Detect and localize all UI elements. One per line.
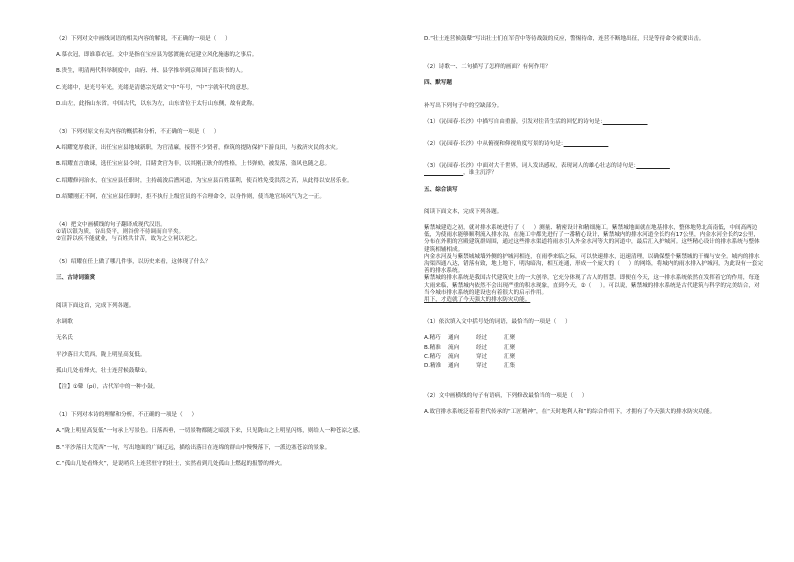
question-2-title: （2）下列对文中画线词语的相关内容的解说，不正确的一项是（ ） [56,36,231,42]
option-word: 汇聚 [504,335,516,342]
fill-option-b[interactable] [424,345,764,352]
option-word: 汇聚 [504,344,516,351]
passage-paragraph-3: 紫禁城的排水系统是我国古代建筑史上的一大创举，它充分体现了古人的智慧。即便在今天，这一排水系统依然在发挥着它的作用，每逢大雨来临，紫禁城内依然不会出现严重的积水现象，直到今天，②（ ）。可以说，紫禁城的排水系统是古代建筑与科学的完美结合，对当今城市排水系统的建设也有着很大的启示作用。 [424,275,760,296]
option-word: 流向 [448,344,460,351]
option-word: 通向 [448,363,460,370]
fill-options [424,335,764,370]
question-3-title: （3）下列对原文有关内容的概括和分析，不正确的一项是（ ） [56,129,220,136]
fill-question-title: （1）依次填入文中括号处的词语，最恰当的一项是（ ） [424,319,571,326]
question-1-option-a: A.“陇上明星高复低”一句承上写景色。日落西垂，一切景物都随之暗淡下来，只见陇山之上明星闪烁，则给人一种苍凉之感。 [56,428,364,435]
question-1-title: （1）下列对本诗的理解和分析，不正确的一项是（ ） [56,412,198,419]
question-2-option-d: D.山左，此指山东省。中国古代，以东为左，山东省位于太行山东侧，故有此称。 [56,100,258,107]
dictation-item-1 [424,119,764,126]
dictation-item-2 [424,141,764,148]
question-1-option-c: C.“孤山几处看烽火”，是说哨兵上连营驻守的壮士，实然看到几处孤山上燃起的报警的烽火。 [56,460,286,467]
question-3-option-c: C.绍耀修河治水，在宝应县任职时，主持疏浚后漕河道，为宝应县百姓谋利，使百姓免受洪涝之苦，从此得以安居乐业。 [56,177,353,184]
poem-title: 水调歌 [56,319,73,326]
option-word: 穿过 [476,353,488,360]
fill-option-d[interactable] [424,363,764,370]
question-2-option-c: C.光绪中，是光号年光，光绪是清德宗光绪文“中”年号，“中”字就年代的意思。 [56,84,253,91]
sentence-question-title: （2）文中画横线的句子有语病，下列修改最恰当的一项是（ ） [424,393,588,400]
dictation-intro: 补写出下列句子中的空缺部分。 [424,102,503,109]
left-column [56,36,396,468]
question-2-option-b: B.贵生，明清两代科举制度中，由府、州、县学推举到京师国子监读书的人。 [56,68,247,75]
option-word: C.精巧 [424,353,441,360]
poem-question-2-title: （2）诗歌一、二句描写了怎样的画面？有何作用？ [424,64,551,71]
passage-underlined-end: 用下，才造就了今天强大的排水防灾功能。 [424,297,531,304]
poem-author: 无名氏 [56,335,73,342]
dictation-blank[interactable] [564,141,609,147]
option-word: D.精准 [424,363,442,370]
option-word: 经过 [476,344,488,351]
passage-paragraph-2: 内金水河及与紫禁城城墙外侧的护城河相连，在雨季来临之际，可以快速排水，迅速清理，以确保整个紫禁城的干燥与安全。城内的排水沟渠四通八达，错落有致，地上地下，明沟暗沟，相互连通，形成一个庞大的（ ）的网络，将城内的雨水排入护城河，为此设有一套完善的排水系统。 [424,253,763,275]
passage-paragraph-1: 紫禁城建造之初，就对排水系统进行了（ ）测量、精密设计和精细施工。紫禁城地面就在地基排水，整体地势北高南低，中间高两边低，为使雨水能够顺利流入排水沟，在施工中都先进行了一番精心设计，紫禁城内的排水河道全长约有17公里，内金水河全长约2公里，分布在外朝的宫殿建筑群周围，通过这些排水渠道将雨水引入外金水河等大的河道中，最后汇入护城河。这些精心设计的排水系统与整体建筑相辅相成。 [424,225,760,253]
reading-intro: 阅读下面文本，完成下列各题。 [424,208,503,215]
poem-intro: 阅读下面这首，完成下列各题。 [56,303,135,310]
option-word: 经过 [476,335,488,342]
option-word: B.精准 [424,344,441,351]
dictation-item-3-line2 [424,170,764,177]
dictation-item-3-end: ，谁主沉浮？ [463,170,497,177]
poem-line-1: 平沙落日大荒西，陇上明星高复低。 [56,351,146,358]
option-word: 穿过 [476,363,488,370]
question-3-option-a: A.绍耀宽厚救济，出任宝应县地域新职，为官清廉，接替不少贤者，修筑的提防保护下游良田，与救济灾民的水灾。 [56,145,342,152]
question-3-option-d: D.绍耀刚正不阿，在宝应县任职时，拒不执行上级官员的不合理命令，以身作则，使当地官场风气为之一正。 [56,193,325,200]
question-1-option-d: D.“壮士连营候鼓鼙”写出壮士们在军营中等待战鼓的反应，警惕待命，连营不断地出征，只是等待命令就要出击。 [424,36,705,42]
fill-option-a[interactable] [424,335,764,342]
section-4-heading: 四、默写题 [424,80,452,87]
option-word: 通向 [448,335,460,342]
dictation-item-2-text: （2）《沁园春·长沙》中从俯视和仰视角度写景的诗句是： [424,141,564,148]
poem-line-2: 孤山几处看烽火，壮士连营候鼓鼙①。 [56,367,151,374]
section-5-heading: 五、综合读写 [424,186,458,193]
question-2-option-a: A.慕衣冠，即谁慕衣冠。文中是指在宝应县为惩渡施衣冠建立风化施惠的之事后。 [56,52,258,59]
dictation-item-1-text: （1）《沁园春·长沙》中描写自由重游，引发对往昔生活的回忆的诗句是： [424,118,603,125]
dictation-blank[interactable] [424,170,463,176]
fill-option-c[interactable] [424,354,764,361]
dictation-blank[interactable] [603,119,648,125]
question-1-option-b: B.“平沙落日大荒西”一句，写出地面的广阔辽远，描绘出落日在连绵的群山中慢慢落下，一派边塞苍凉的景象。 [56,444,331,451]
dictation-item-3-text: （3）《沁园春·长沙》中面对大千世界，词人发出感叹，表现词人的雄心壮志的诗句是： [424,163,637,170]
option-word: 汇集 [504,363,516,370]
question-4-title: （4）把文中画横线的句子翻译成现代汉语。 [56,222,166,229]
question-4-item-2: ②宣辞以疾不能就业，与百姓共甘苦，故为之立祠以祀之。 [56,236,201,243]
option-word: 汇聚 [504,353,516,360]
dictation-blank[interactable] [636,163,670,169]
poem-note: 【注】①鼙（pí），古代军中的一种小鼓。 [56,384,159,391]
option-word: A.精巧 [424,335,441,342]
option-word: 流向 [448,353,460,360]
question-3-option-b: B.绍耀直言敢谏，选任宝应县令时，目睹贪官为非，以其刚正耿介的性格，上书弹劾，被发落，盗风也随之息。 [56,161,331,168]
section-3-heading: 三、古诗词鉴赏 [56,274,96,281]
sentence-option-a[interactable]: A.故宫排水系统泛着着世代传承的“工匠精神”，在“天时地利人和”的综合作用下，才拥有了今天强大的排水防灾功能。 [424,409,716,416]
right-column [424,36,764,417]
question-4-item-1: ①请以银为质，谷出贷平，则谷价不待调而自平矣。 [56,229,185,236]
question-5-title: （5）绍耀在任上做了哪几件事，以历史来看，这体现了什么？ [56,258,211,265]
